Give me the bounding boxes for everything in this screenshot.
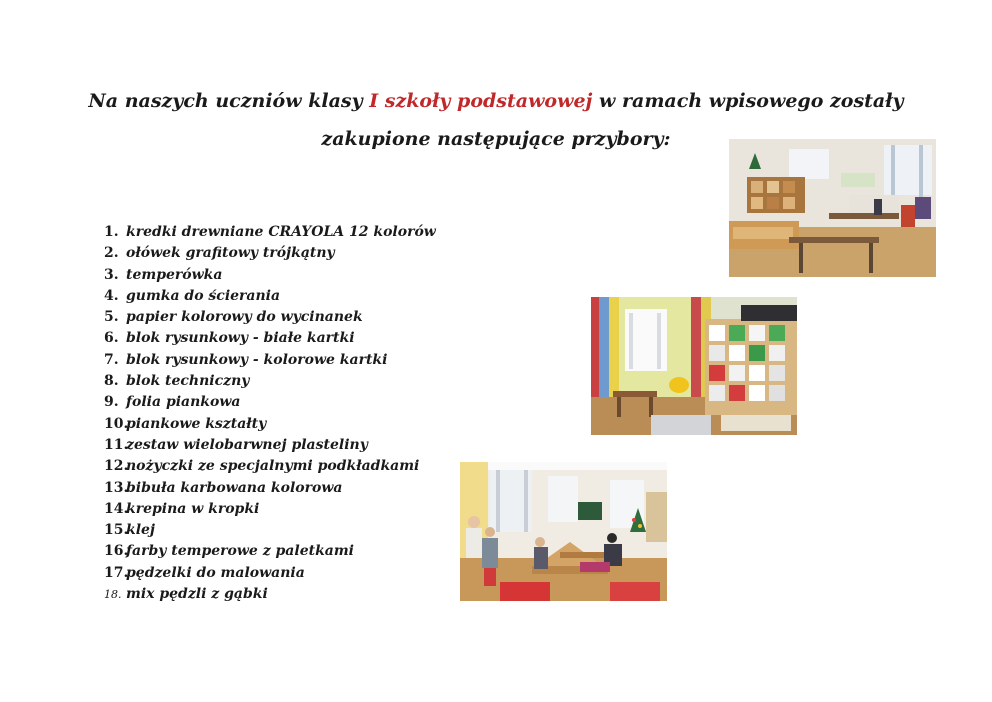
list-item: 8. blok techniczny [104,373,250,390]
classroom-desks-image [729,139,936,277]
heading-highlight: I szkoły podstawowej [369,90,593,112]
list-item: 4. gumka do ścierania [104,287,281,304]
list-item: 14.krepina w kropki [104,500,260,517]
list-item: 2. ołówek grafitowy trójkątny [104,245,335,262]
list-item: 11.zestaw wielobarwnej plasteliny [104,436,368,453]
list-item: 13.bibuła karbowana kolorowa [104,479,343,496]
children-playing-image [460,462,667,601]
list-item: 7. blok rysunkowy - kolorowe kartki [104,351,388,368]
list-item: 16.farby temperowe z paletkami [104,543,354,560]
list-item: 9. folia piankowa [104,394,241,411]
classroom-photo-3 [460,462,667,601]
list-item: 3. temperówka [104,266,223,283]
supplies-list [104,222,436,605]
list-item: 10.piankowe kształty [104,415,267,432]
heading-line-2: zakupione następujące przybory: [321,128,671,150]
list-item: 6. blok rysunkowy - białe kartki [104,330,355,347]
list-item: 17.pędzelki do malowania [104,564,305,581]
list-item: 1. kredki drewniane CRAYOLA 12 kolorów [104,224,436,240]
heading-text: w ramach wpisowego zostały [592,90,904,112]
list-item: 18. mix pędzli z gąbki [104,586,268,603]
heading-text: Na naszych uczniów klasy [88,90,370,112]
classroom-shelves-image [591,297,797,435]
classroom-photo-1 [729,139,936,277]
list-item: 12.nożyczki ze specjalnymi podkładkami [104,458,420,475]
heading-line-1 [0,82,992,120]
list-item: 15.klej [104,522,155,539]
classroom-photo-2 [591,297,797,435]
list-item: 5. papier kolorowy do wycinanek [104,309,363,326]
